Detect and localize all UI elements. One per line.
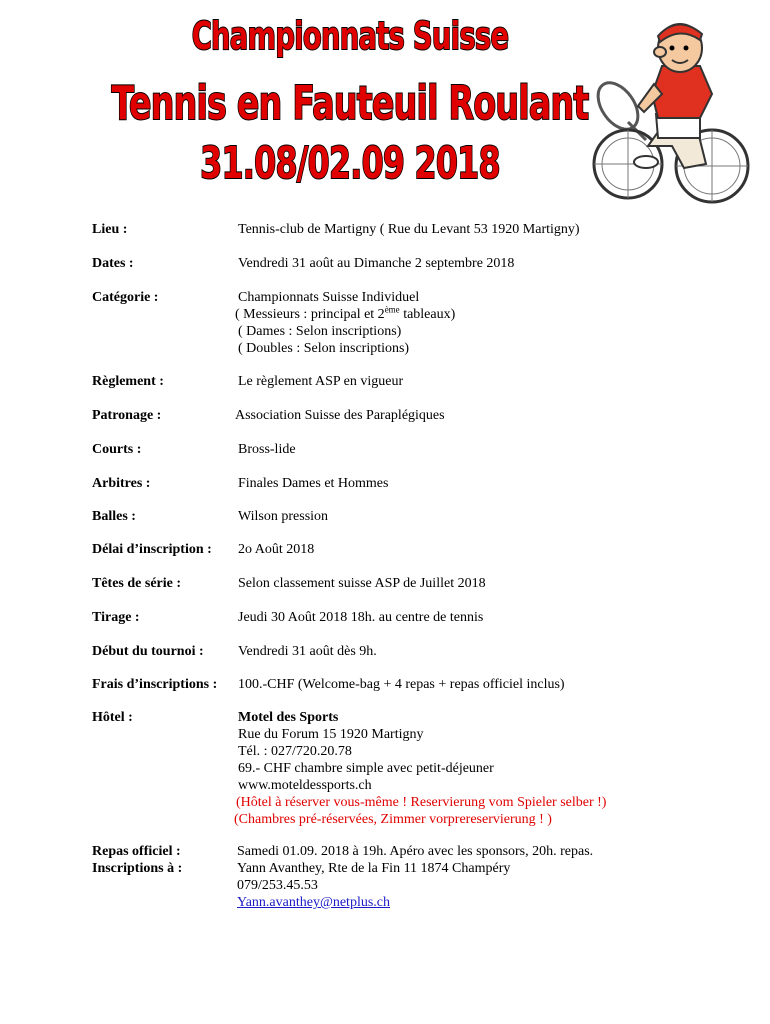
hotel-note-prereserved: (Chambres pré-réservées, Zimmer vorprereservierung ! ): [234, 812, 552, 827]
inscriptions-email-link[interactable]: Yann.avanthey@netplus.ch: [237, 895, 391, 910]
label-hotel: Hôtel :: [92, 710, 133, 725]
label-reglement: Règlement :: [92, 374, 164, 389]
title-line-3: 31.08/02.09 2018: [200, 138, 500, 189]
label-repas-officiel: Repas officiel :: [92, 844, 181, 859]
value-dates: Vendredi 31 août au Dimanche 2 septembre 2018: [238, 256, 515, 271]
value-hotel: [234, 709, 607, 828]
categorie-line-3: ( Dames : Selon inscriptions): [238, 324, 402, 339]
value-lieu: Tennis-club de Martigny ( Rue du Levant 53 1920 Martigny): [238, 222, 580, 237]
hotel-price: 69.- CHF chambre simple avec petit-déjeuner: [238, 761, 494, 776]
value-tirage: Jeudi 30 Août 2018 18h. au centre de tennis: [238, 610, 484, 625]
value-tetes-de-serie: Selon classement suisse ASP de Juillet 2018: [238, 576, 486, 591]
inscriptions-phone: 079/253.45.53: [237, 878, 318, 893]
value-delai: 2o Août 2018: [238, 542, 315, 557]
label-courts: Courts :: [92, 442, 142, 457]
label-categorie: Catégorie :: [92, 290, 159, 305]
hotel-address: Rue du Forum 15 1920 Martigny: [238, 727, 424, 742]
label-debut-tournoi: Début du tournoi :: [92, 644, 204, 659]
value-categorie: [235, 289, 456, 357]
hotel-note-reserve: (Hôtel à réserver vous-même ! Reservierung vom Spieler selber !): [236, 795, 607, 810]
label-balles: Balles :: [92, 509, 136, 524]
value-balles: Wilson pression: [238, 509, 329, 524]
wheelchair-tennis-player-illustration: [588, 14, 756, 210]
label-lieu: Lieu :: [92, 222, 128, 237]
label-tetes-de-serie: Têtes de série :: [92, 576, 182, 591]
label-delai: Délai d’inscription :: [92, 542, 212, 557]
label-frais-inscriptions: Frais d’inscriptions :: [92, 677, 218, 692]
label-inscriptions: Inscriptions à :: [92, 861, 183, 876]
categorie-line-4: ( Doubles : Selon inscriptions): [238, 341, 410, 356]
value-debut-tournoi: Vendredi 31 août dès 9h.: [238, 644, 377, 659]
value-inscriptions: [237, 860, 510, 911]
hotel-name: Motel des Sports: [238, 710, 339, 725]
value-repas-officiel: Samedi 01.09. 2018 à 19h. Apéro avec les sponsors, 20h. repas.: [237, 844, 594, 859]
value-frais-inscriptions: 100.-CHF (Welcome-bag + 4 repas + repas officiel inclus): [238, 677, 565, 692]
categorie-line-2: ( Messieurs : principal et 2ème tableaux): [235, 304, 456, 322]
categorie-line-1: Championnats Suisse Individuel: [238, 290, 420, 305]
hotel-phone: Tél. : 027/720.20.78: [238, 744, 352, 759]
value-patronage: Association Suisse des Paraplégiques: [235, 408, 445, 423]
value-courts: Bross-lide: [238, 442, 296, 457]
label-arbitres: Arbitres :: [92, 476, 151, 491]
hotel-website: www.moteldessports.ch: [238, 778, 372, 793]
label-dates: Dates :: [92, 256, 134, 271]
title-line-2: Tennis en Fauteuil Roulant: [111, 76, 589, 130]
title-line-1: Championnats Suisse: [191, 14, 509, 58]
label-tirage: Tirage :: [92, 610, 140, 625]
value-arbitres: Finales Dames et Hommes: [238, 476, 389, 491]
label-patronage: Patronage :: [92, 408, 162, 423]
value-reglement: Le règlement ASP en vigueur: [238, 374, 404, 389]
inscriptions-contact: Yann Avanthey, Rte de la Fin 11 1874 Champéry: [237, 861, 511, 876]
